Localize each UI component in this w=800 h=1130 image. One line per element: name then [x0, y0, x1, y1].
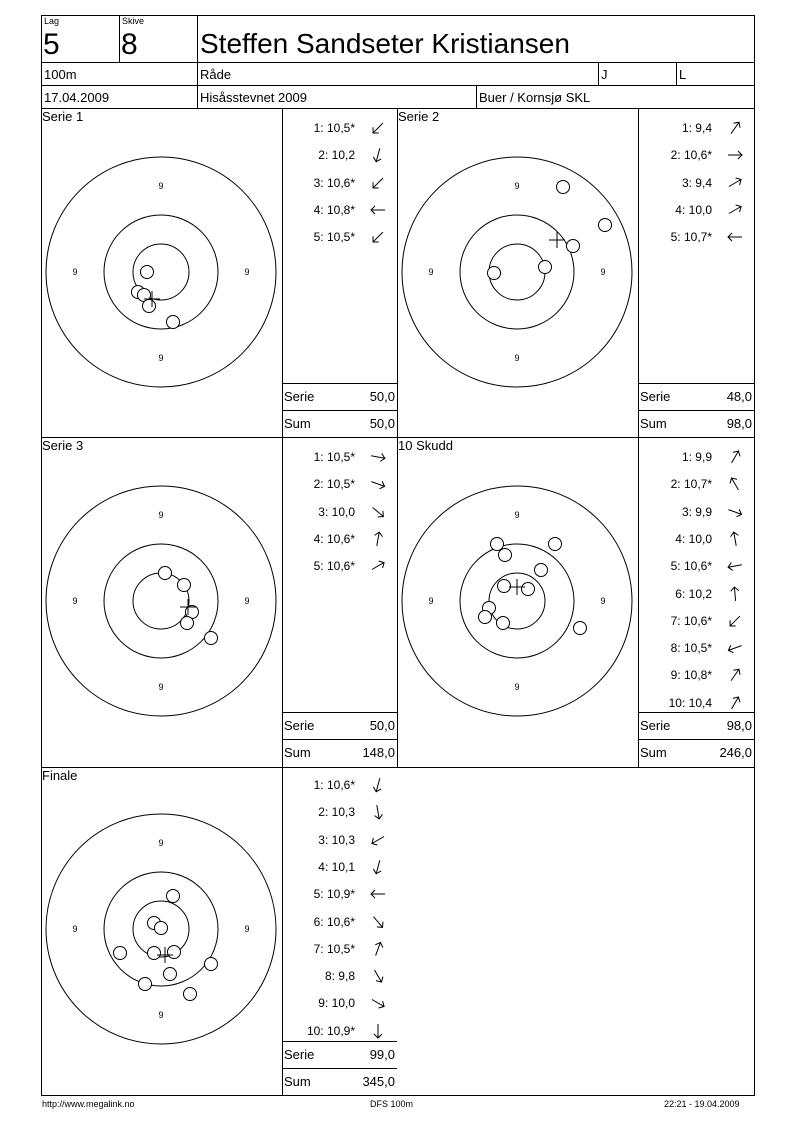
- shot-row: [282, 1025, 397, 1043]
- direction-arrow-icon: [726, 694, 744, 712]
- sum-label: Sum: [284, 745, 311, 760]
- direction-arrow-icon: [369, 228, 387, 246]
- ring-label: 9: [158, 682, 164, 692]
- skive-label: Skive: [122, 16, 145, 26]
- shot-row: [282, 916, 397, 934]
- shot-hole: [567, 240, 580, 253]
- event-date: 17.04.2009: [44, 90, 110, 105]
- sum-label: Sum: [640, 416, 667, 431]
- shot-row: [282, 231, 397, 249]
- shot-row: [282, 533, 397, 551]
- shot-hole: [167, 316, 180, 329]
- shot-row: [638, 533, 754, 551]
- serie-label: Serie: [640, 389, 671, 404]
- shot-row: [638, 177, 754, 195]
- shot-row: [282, 122, 397, 140]
- direction-arrow-icon: [726, 174, 744, 192]
- serie-label: Serie: [284, 1047, 315, 1062]
- shot-score: 4: 10,1: [318, 859, 355, 874]
- direction-arrow-icon: [369, 803, 387, 821]
- target-ring-2: [460, 544, 574, 658]
- direction-arrow-icon: [726, 530, 744, 548]
- shot-score: 2: 10,5*: [313, 477, 355, 492]
- shot-row: [282, 560, 397, 578]
- shot-hole: [159, 567, 172, 580]
- direction-arrow-icon: [726, 475, 744, 493]
- ring-label: 9: [158, 353, 164, 363]
- shot-row: [282, 204, 397, 222]
- sum-label: Sum: [284, 416, 311, 431]
- ring-label: 9: [158, 1010, 164, 1020]
- shot-score: 4: 10,8*: [313, 202, 355, 217]
- target-face: [397, 152, 637, 392]
- ring-label: 9: [244, 924, 250, 934]
- shot-hole: [557, 181, 570, 194]
- shot-hole: [181, 617, 194, 630]
- shot-score: 10: 10,4: [668, 695, 712, 710]
- shot-row: [638, 560, 754, 578]
- shot-score: 3: 9,4: [681, 175, 712, 190]
- skive-value: 8: [121, 28, 138, 61]
- direction-arrow-icon: [369, 530, 387, 548]
- shot-row: [638, 451, 754, 469]
- shot-row: [638, 231, 754, 249]
- direction-arrow-icon: [369, 940, 387, 958]
- shot-hole: [497, 617, 510, 630]
- panel-title: Finale: [42, 768, 78, 783]
- ring-label: 9: [514, 510, 520, 520]
- shot-score: 4: 10,6*: [313, 531, 355, 546]
- shot-hole: [155, 922, 168, 935]
- serie-label: Serie: [640, 718, 671, 733]
- direction-arrow-icon: [369, 503, 387, 521]
- shot-row: [638, 642, 754, 660]
- shot-score: 6: 10,6*: [313, 914, 355, 929]
- shot-score: 9: 10,0: [318, 996, 355, 1011]
- ring-label: 9: [600, 596, 606, 606]
- sum-value: 345,0: [362, 1074, 395, 1089]
- shot-hole: [143, 300, 156, 313]
- shot-row: [638, 204, 754, 222]
- serie-label: Serie: [284, 389, 315, 404]
- shot-row: [638, 588, 754, 606]
- shot-score: 1: 10,5*: [313, 121, 355, 135]
- shot-row: [282, 506, 397, 524]
- direction-arrow-icon: [369, 557, 387, 575]
- direction-arrow-icon: [369, 174, 387, 192]
- shot-row: [282, 177, 397, 195]
- sum-label: Sum: [640, 745, 667, 760]
- shot-hole: [184, 988, 197, 1001]
- shot-hole: [488, 267, 501, 280]
- shot-score: 3: 10,6*: [313, 175, 355, 190]
- panel-title: Serie 2: [398, 109, 440, 124]
- shot-score: 3: 10,3: [318, 832, 355, 847]
- shot-row: [638, 478, 754, 496]
- direction-arrow-icon: [726, 585, 744, 603]
- panel-title: 10 Skudd: [398, 438, 453, 453]
- shot-score: 5: 10,7*: [670, 230, 712, 245]
- target-face: [41, 809, 281, 1049]
- direction-arrow-icon: [369, 448, 387, 466]
- target-ring-2: [104, 215, 218, 329]
- serie-value: 50,0: [369, 718, 395, 733]
- shot-row: [282, 779, 397, 797]
- shot-hole: [205, 632, 218, 645]
- serie-label: Serie: [284, 718, 315, 733]
- shot-score: 5: 10,6*: [313, 559, 355, 574]
- shot-score: 7: 10,6*: [670, 613, 712, 628]
- direction-arrow-icon: [726, 119, 744, 137]
- shot-score: 1: 9,9: [681, 450, 712, 464]
- shot-row: [282, 861, 397, 879]
- direction-arrow-icon: [369, 146, 387, 164]
- direction-arrow-icon: [369, 967, 387, 985]
- direction-arrow-icon: [369, 119, 387, 137]
- ring-label: 9: [428, 596, 434, 606]
- footer-discipline: DFS 100m: [370, 1099, 414, 1109]
- shot-hole: [205, 958, 218, 971]
- group-center-cross-icon: [549, 232, 565, 248]
- shot-row: [638, 615, 754, 633]
- column-l: L: [679, 67, 687, 82]
- shot-row: [638, 506, 754, 524]
- shot-row: [282, 834, 397, 852]
- direction-arrow-icon: [369, 858, 387, 876]
- target-ring-2: [104, 544, 218, 658]
- sum-value: 148,0: [362, 745, 395, 760]
- shot-score: 2: 10,7*: [670, 477, 712, 492]
- shot-score: 5: 10,5*: [313, 230, 355, 245]
- direction-arrow-icon: [726, 557, 744, 575]
- panel-title: Serie 1: [42, 109, 84, 124]
- ring-label: 9: [600, 267, 606, 277]
- shot-score: 6: 10,2: [675, 586, 712, 601]
- footer-url: http://www.megalink.no: [42, 1099, 135, 1109]
- shot-score: 5: 10,6*: [670, 559, 712, 574]
- ring-label: 9: [514, 181, 520, 191]
- column-j: J: [601, 67, 608, 82]
- ring-label: 9: [244, 596, 250, 606]
- shot-row: [282, 943, 397, 961]
- ring-label: 9: [514, 353, 520, 363]
- shot-score: 1: 10,5*: [313, 450, 355, 464]
- shot-hole: [114, 947, 127, 960]
- shot-score: 2: 10,3: [318, 805, 355, 820]
- direction-arrow-icon: [369, 475, 387, 493]
- shot-row: [282, 149, 397, 167]
- club: Råde: [200, 67, 232, 82]
- shot-hole: [535, 564, 548, 577]
- serie-value: 50,0: [369, 389, 395, 404]
- shot-hole: [574, 622, 587, 635]
- serie-value: 98,0: [726, 718, 752, 733]
- distance: 100m: [44, 67, 77, 82]
- target-face: [397, 481, 637, 721]
- direction-arrow-icon: [369, 201, 387, 219]
- direction-arrow-icon: [726, 201, 744, 219]
- ring-label: 9: [72, 267, 78, 277]
- shot-hole: [498, 580, 511, 593]
- serie-value: 99,0: [369, 1047, 395, 1062]
- shot-hole: [168, 946, 181, 959]
- direction-arrow-icon: [726, 503, 744, 521]
- direction-arrow-icon: [726, 612, 744, 630]
- shot-score: 7: 10,5*: [313, 941, 355, 956]
- direction-arrow-icon: [369, 776, 387, 794]
- sum-value: 98,0: [726, 416, 752, 431]
- ring-label: 9: [158, 838, 164, 848]
- ring-label: 9: [158, 181, 164, 191]
- event-name: Hisåsstevnet 2009: [200, 90, 307, 105]
- shot-row: [282, 888, 397, 906]
- shot-hole: [599, 219, 612, 232]
- shot-hole: [141, 266, 154, 279]
- serie-value: 48,0: [726, 389, 752, 404]
- shooter-name: Steffen Sandseter Kristiansen: [200, 28, 570, 59]
- ring-label: 9: [244, 267, 250, 277]
- target-face: [41, 481, 281, 721]
- shot-hole: [479, 611, 492, 624]
- sum-value: 246,0: [719, 745, 752, 760]
- shot-hole: [139, 978, 152, 991]
- direction-arrow-icon: [726, 666, 744, 684]
- panel-title: Serie 3: [42, 438, 84, 453]
- direction-arrow-icon: [726, 228, 744, 246]
- direction-arrow-icon: [369, 1022, 387, 1040]
- ring-label: 9: [72, 924, 78, 934]
- direction-arrow-icon: [726, 639, 744, 657]
- shot-row: [282, 806, 397, 824]
- lag-label: Lag: [44, 16, 60, 26]
- shot-score: 3: 9,9: [681, 504, 712, 519]
- ring-label: 9: [428, 267, 434, 277]
- shot-hole: [539, 261, 552, 274]
- shot-hole: [167, 890, 180, 903]
- shot-row: [638, 122, 754, 140]
- shot-row: [282, 997, 397, 1015]
- shot-score: 9: 10,8*: [670, 668, 712, 683]
- lag-value: 5: [43, 28, 60, 61]
- shot-score: 2: 10,2: [318, 148, 355, 163]
- shot-score: 1: 9,4: [681, 121, 712, 135]
- shot-row: [282, 451, 397, 469]
- shot-row: [638, 669, 754, 687]
- shot-score: 4: 10,0: [675, 531, 712, 546]
- shot-score: 5: 10,9*: [313, 887, 355, 902]
- shot-score: 8: 10,5*: [670, 641, 712, 656]
- shot-hole: [148, 947, 161, 960]
- shot-score: 10: 10,9*: [306, 1023, 355, 1038]
- shot-score: 1: 10,6*: [313, 778, 355, 792]
- shot-row: [638, 149, 754, 167]
- direction-arrow-icon: [369, 831, 387, 849]
- direction-arrow-icon: [369, 913, 387, 931]
- shot-hole: [499, 549, 512, 562]
- sum-value: 50,0: [369, 416, 395, 431]
- target-face: [41, 152, 281, 392]
- sum-label: Sum: [284, 1074, 311, 1089]
- ring-label: 9: [72, 596, 78, 606]
- venue: Buer / Kornsjø SKL: [479, 90, 591, 105]
- direction-arrow-icon: [726, 146, 744, 164]
- shot-row: [638, 697, 754, 715]
- footer-timestamp: 22:21 - 19.04.2009: [664, 1099, 740, 1109]
- ring-label: 9: [158, 510, 164, 520]
- ring-label: 9: [514, 682, 520, 692]
- shot-hole: [164, 968, 177, 981]
- direction-arrow-icon: [369, 994, 387, 1012]
- shot-hole: [522, 583, 535, 596]
- shot-hole: [549, 538, 562, 551]
- shot-row: [282, 970, 397, 988]
- shot-hole: [178, 579, 191, 592]
- shot-score: 3: 10,0: [318, 504, 355, 519]
- shot-row: [282, 478, 397, 496]
- shot-hole: [491, 538, 504, 551]
- direction-arrow-icon: [726, 448, 744, 466]
- direction-arrow-icon: [369, 885, 387, 903]
- shot-score: 2: 10,6*: [670, 148, 712, 163]
- shot-score: 8: 9,8: [324, 969, 355, 984]
- shot-score: 4: 10,0: [675, 202, 712, 217]
